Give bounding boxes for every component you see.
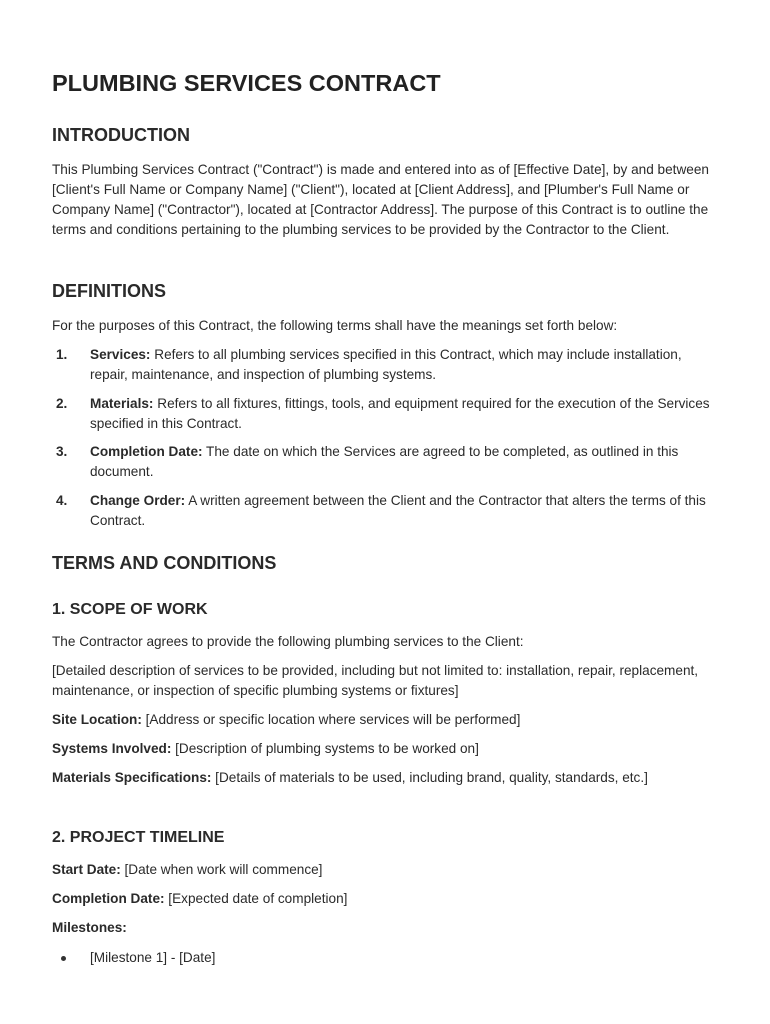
list-number: 2. [56,396,68,411]
list-number: 4. [56,493,68,508]
timeline-heading: 2. PROJECT TIMELINE [52,829,225,846]
completion-date-label: Completion Date: [52,891,165,906]
definition-text: Refers to all fixtures, fittings, tools, and equipment required for the execution of the Services specified in this Contract. [90,396,710,431]
milestones-label [52,918,720,938]
materials-specifications-value: [Details of materials to be used, including brand, quality, standards, etc.] [211,770,648,785]
definitions-heading: DEFINITIONS [52,281,167,301]
definitions-intro: For the purposes of this Contract, the following terms shall have the meanings set forth below: [52,318,618,333]
completion-date-value: [Expected date of completion] [164,891,348,906]
terms-heading: TERMS AND CONDITIONS [52,553,277,573]
site-location [52,710,720,730]
definition-term: Change Order: [90,493,186,508]
materials-specifications-label: Materials Specifications: [52,770,212,785]
systems-involved [52,739,720,759]
site-location-label: Site Location: [52,712,142,727]
milestone-text: [Milestone 1] - [Date] [90,950,216,965]
introduction-text: This Plumbing Services Contract ("Contract") is made and entered into as of [Effective Date], by and between [Client's Full Name or Company Name] ("Client"), located at [Client Address], and [Plumber's Full Name or Company Name] ("Contractor"), located at [Contractor Address]. The purpose of this Contract is to outline the terms and conditions pertaining to the plumbing services to be provided by the Contractor to the Client. [52,162,709,237]
definition-term: Materials: [90,396,154,411]
systems-involved-label: Systems Involved: [52,741,172,756]
start-date-value: [Date when work will commence] [120,862,323,877]
definition-term: Completion Date: [90,444,203,459]
materials-specifications [52,768,720,788]
site-location-value: [Address or specific location where services will be performed] [141,712,521,727]
definition-text: A written agreement between the Client and the Contractor that alters the terms of this Contract. [90,493,706,528]
scope-intro: The Contractor agrees to provide the following plumbing services to the Client: [52,634,524,649]
start-date-label: Start Date: [52,862,121,877]
introduction-heading: INTRODUCTION [52,125,190,145]
start-date [52,860,720,880]
document-title: PLUMBING SERVICES CONTRACT [52,70,441,96]
completion-date [52,889,720,909]
definition-term: Services: [90,347,151,362]
definition-text: Refers to all plumbing services specified in this Contract, which may include installation, repair, maintenance, and inspection of plumbing systems. [90,347,682,382]
systems-involved-value: [Description of plumbing systems to be worked on] [171,741,479,756]
list-number: 3. [56,444,68,459]
list-number: 1. [56,347,68,362]
scope-description: [Detailed description of services to be provided, including but not limited to: installation, repair, replacement, maintenance, or inspection of specific plumbing systems or fixtures] [52,663,699,698]
definition-text: The date on which the Services are agreed to be completed, as outlined in this document. [90,444,679,479]
bullet-icon [61,956,66,961]
milestones-label-text: Milestones: [52,920,127,935]
scope-heading: 1. SCOPE OF WORK [52,601,208,618]
